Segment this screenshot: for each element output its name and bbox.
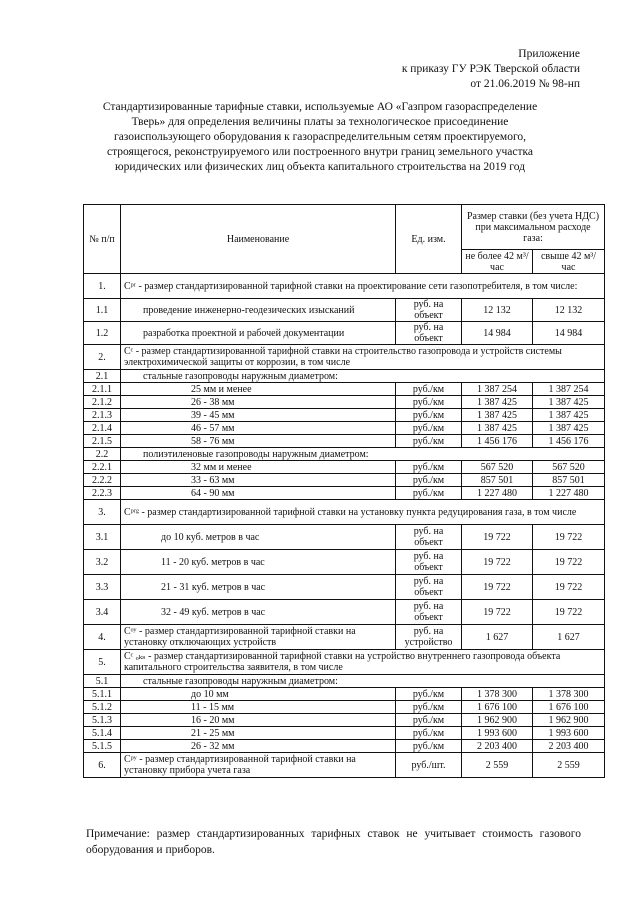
row-value-le42: 1 378 300 xyxy=(462,688,533,701)
row-value-gt42: 1 456 176 xyxy=(533,435,605,448)
row-unit: руб./км xyxy=(396,474,462,487)
row-value-le42: 12 132 xyxy=(462,299,533,322)
table-row xyxy=(84,396,605,409)
table-row xyxy=(84,274,605,299)
row-number: 2.1.1 xyxy=(84,383,121,396)
table-row xyxy=(84,600,605,625)
row-number: 3.3 xyxy=(84,575,121,600)
row-unit: руб./км xyxy=(396,435,462,448)
row-description: Cᵖʳ - размер стандартизированной тарифной ставки на проектирование сети газопотребителя, в том числе: xyxy=(121,274,605,299)
row-value-gt42: 19 722 xyxy=(533,600,605,625)
row-number: 2.1.5 xyxy=(84,435,121,448)
table-row xyxy=(84,448,605,461)
table-row xyxy=(84,675,605,688)
appendix-date: от 21.06.2019 № 98-нп xyxy=(470,78,580,90)
table-row xyxy=(84,625,605,650)
row-value-le42: 857 501 xyxy=(462,474,533,487)
row-number: 1. xyxy=(84,274,121,299)
row-unit: руб./км xyxy=(396,740,462,753)
row-value-gt42: 19 722 xyxy=(533,550,605,575)
row-value-le42: 2 203 400 xyxy=(462,740,533,753)
table-row xyxy=(84,383,605,396)
footnote: Примечание: размер стандартизированных тарифных ставок не учитывает стоимость газового оборудования и приборов. xyxy=(86,828,581,856)
row-value-gt42: 1 387 425 xyxy=(533,409,605,422)
row-unit: руб./шт. xyxy=(396,753,462,778)
row-value-le42: 19 722 xyxy=(462,600,533,625)
table-row xyxy=(84,550,605,575)
row-description: до 10 куб. метров в час xyxy=(121,525,396,550)
table-header-row xyxy=(84,205,605,250)
row-value-gt42: 1 676 100 xyxy=(533,701,605,714)
row-number: 1.1 xyxy=(84,299,121,322)
row-description: Cᵖʸ - размер стандартизированной тарифной ставки на установку прибора учета газа xyxy=(121,753,396,778)
row-value-le42: 1 387 425 xyxy=(462,422,533,435)
row-description: Cᵖʳᵍ - размер стандартизированной тарифной ставки на установку пункта редуцирования газа, в том числе xyxy=(121,500,605,525)
row-value-le42: 1 387 425 xyxy=(462,409,533,422)
row-description: 33 - 63 мм xyxy=(121,474,396,487)
header-rate: Размер ставки (без учета НДС) при максимальном расходе газа: xyxy=(462,205,605,250)
row-value-gt42: 1 378 300 xyxy=(533,688,605,701)
row-unit: руб. на объект xyxy=(396,299,462,322)
row-unit: руб./км xyxy=(396,409,462,422)
row-number: 2.2.2 xyxy=(84,474,121,487)
row-value-gt42: 19 722 xyxy=(533,525,605,550)
row-number: 2.2.1 xyxy=(84,461,121,474)
table-row xyxy=(84,422,605,435)
row-number: 2.1.4 xyxy=(84,422,121,435)
row-unit: руб. на объект xyxy=(396,600,462,625)
row-value-gt42: 1 387 425 xyxy=(533,422,605,435)
table-row xyxy=(84,299,605,322)
row-value-gt42: 2 559 xyxy=(533,753,605,778)
table-row xyxy=(84,435,605,448)
row-value-gt42: 1 227 480 xyxy=(533,487,605,500)
row-description: 32 мм и менее xyxy=(121,461,396,474)
row-number: 2.2 xyxy=(84,448,121,461)
row-number: 2.1.2 xyxy=(84,396,121,409)
table-row xyxy=(84,727,605,740)
row-value-le42: 1 227 480 xyxy=(462,487,533,500)
table-row xyxy=(84,370,605,383)
header-name: Наименование xyxy=(121,205,396,274)
row-value-gt42: 1 387 425 xyxy=(533,396,605,409)
row-description: 16 - 20 мм xyxy=(121,714,396,727)
row-description: Cᵒʸ - размер стандартизированной тарифной ставки на установку отключающих устройств xyxy=(121,625,396,650)
row-unit: руб. на объект xyxy=(396,575,462,600)
row-description: проведение инженерно-геодезических изысканий xyxy=(121,299,396,322)
row-number: 2.2.3 xyxy=(84,487,121,500)
row-unit: руб. на объект xyxy=(396,322,462,345)
header-col-a: не более 42 м³/час xyxy=(462,250,533,274)
row-number: 3. xyxy=(84,500,121,525)
row-unit: руб./км xyxy=(396,461,462,474)
row-value-gt42: 1 993 600 xyxy=(533,727,605,740)
row-value-gt42: 19 722 xyxy=(533,575,605,600)
table-row xyxy=(84,688,605,701)
row-description: стальные газопроводы наружным диаметром: xyxy=(121,675,605,688)
row-value-le42: 567 520 xyxy=(462,461,533,474)
row-number: 5. xyxy=(84,650,121,675)
row-value-le42: 1 387 254 xyxy=(462,383,533,396)
row-unit: руб./км xyxy=(396,701,462,714)
row-description: 39 - 45 мм xyxy=(121,409,396,422)
row-description: 25 мм и менее xyxy=(121,383,396,396)
row-number: 5.1.1 xyxy=(84,688,121,701)
row-value-gt42: 1 627 xyxy=(533,625,605,650)
row-value-gt42: 1 387 254 xyxy=(533,383,605,396)
row-value-le42: 1 387 425 xyxy=(462,396,533,409)
row-description: стальные газопроводы наружным диаметром: xyxy=(121,370,605,383)
row-number: 1.2 xyxy=(84,322,121,345)
header-unit: Ед. изм. xyxy=(396,205,462,274)
row-value-le42: 1 456 176 xyxy=(462,435,533,448)
table-row xyxy=(84,322,605,345)
row-number: 6. xyxy=(84,753,121,778)
row-value-le42: 19 722 xyxy=(462,575,533,600)
row-unit: руб./км xyxy=(396,714,462,727)
row-value-le42: 19 722 xyxy=(462,525,533,550)
row-unit: руб./км xyxy=(396,383,462,396)
row-value-le42: 1 627 xyxy=(462,625,533,650)
row-value-le42: 2 559 xyxy=(462,753,533,778)
row-number: 2. xyxy=(84,345,121,370)
table-row xyxy=(84,650,605,675)
row-number: 3.1 xyxy=(84,525,121,550)
table-row xyxy=(84,525,605,550)
row-value-gt42: 567 520 xyxy=(533,461,605,474)
row-number: 5.1.2 xyxy=(84,701,121,714)
row-number: 5.1.5 xyxy=(84,740,121,753)
row-number: 4. xyxy=(84,625,121,650)
row-description: 58 - 76 мм xyxy=(121,435,396,448)
table-row xyxy=(84,740,605,753)
row-description: 11 - 15 мм xyxy=(121,701,396,714)
row-unit: руб./км xyxy=(396,688,462,701)
row-description: 26 - 32 мм xyxy=(121,740,396,753)
row-description: полиэтиленовые газопроводы наружным диаметром: xyxy=(121,448,605,461)
row-description: Cᶜ ₒₖₛ - размер стандартизированной тарифной ставки на устройство внутреннего газопровода объекта капитального строительства заявителя, в том числе xyxy=(121,650,605,675)
row-value-gt42: 12 132 xyxy=(533,299,605,322)
table-row xyxy=(84,753,605,778)
row-description: 11 - 20 куб. метров в час xyxy=(121,550,396,575)
table-row xyxy=(84,487,605,500)
appendix-header xyxy=(402,47,580,92)
row-description: 26 - 38 мм xyxy=(121,396,396,409)
row-description: 32 - 49 куб. метров в час xyxy=(121,600,396,625)
document-title: Стандартизированные тарифные ставки, используемые АО «Газпром газораспределение Тверь» для определения величины платы за технологическое присоединение газоиспользующего оборудования к газораспределительным сетям проектируемого, строящегося, реконструируемого или построенного внутри границ земельного участка юридических или физических лиц объекта капитального строительства на 2019 год xyxy=(102,101,538,173)
row-unit: руб./км xyxy=(396,727,462,740)
table-row xyxy=(84,345,605,370)
row-description: до 10 мм xyxy=(121,688,396,701)
table-row xyxy=(84,500,605,525)
row-number: 5.1.3 xyxy=(84,714,121,727)
table-row xyxy=(84,701,605,714)
row-description: разработка проектной и рабочей документации xyxy=(121,322,396,345)
row-description: 46 - 57 мм xyxy=(121,422,396,435)
row-description: Cᶜ - размер стандартизированной тарифной ставки на строительство газопровода и устройств системы электрохимической защиты от коррозии, в том числе xyxy=(121,345,605,370)
row-value-gt42: 857 501 xyxy=(533,474,605,487)
row-number: 2.1 xyxy=(84,370,121,383)
row-value-le42: 1 962 900 xyxy=(462,714,533,727)
row-description: 21 - 25 мм xyxy=(121,727,396,740)
row-number: 3.4 xyxy=(84,600,121,625)
table-row xyxy=(84,575,605,600)
appendix-title: Приложение xyxy=(518,48,580,60)
row-unit: руб./км xyxy=(396,422,462,435)
row-value-gt42: 2 203 400 xyxy=(533,740,605,753)
tariff-table xyxy=(83,204,605,778)
row-description: 21 - 31 куб. метров в час xyxy=(121,575,396,600)
row-value-le42: 1 993 600 xyxy=(462,727,533,740)
header-col-b: свыше 42 м³/час xyxy=(533,250,605,274)
row-number: 2.1.3 xyxy=(84,409,121,422)
table-row xyxy=(84,409,605,422)
row-unit: руб. на объект xyxy=(396,525,462,550)
table-row xyxy=(84,461,605,474)
row-number: 3.2 xyxy=(84,550,121,575)
row-value-le42: 1 676 100 xyxy=(462,701,533,714)
row-unit: руб./км xyxy=(396,396,462,409)
row-number: 5.1.4 xyxy=(84,727,121,740)
row-value-gt42: 1 962 900 xyxy=(533,714,605,727)
row-description: 64 - 90 мм xyxy=(121,487,396,500)
row-number: 5.1 xyxy=(84,675,121,688)
table-row xyxy=(84,474,605,487)
row-value-gt42: 14 984 xyxy=(533,322,605,345)
table-row xyxy=(84,714,605,727)
header-num: № п/п xyxy=(84,205,121,274)
row-value-le42: 19 722 xyxy=(462,550,533,575)
row-unit: руб. на устройство xyxy=(396,625,462,650)
row-unit: руб./км xyxy=(396,487,462,500)
row-unit: руб. на объект xyxy=(396,550,462,575)
appendix-order: к приказу ГУ РЭК Тверской области xyxy=(401,63,580,75)
row-value-le42: 14 984 xyxy=(462,322,533,345)
